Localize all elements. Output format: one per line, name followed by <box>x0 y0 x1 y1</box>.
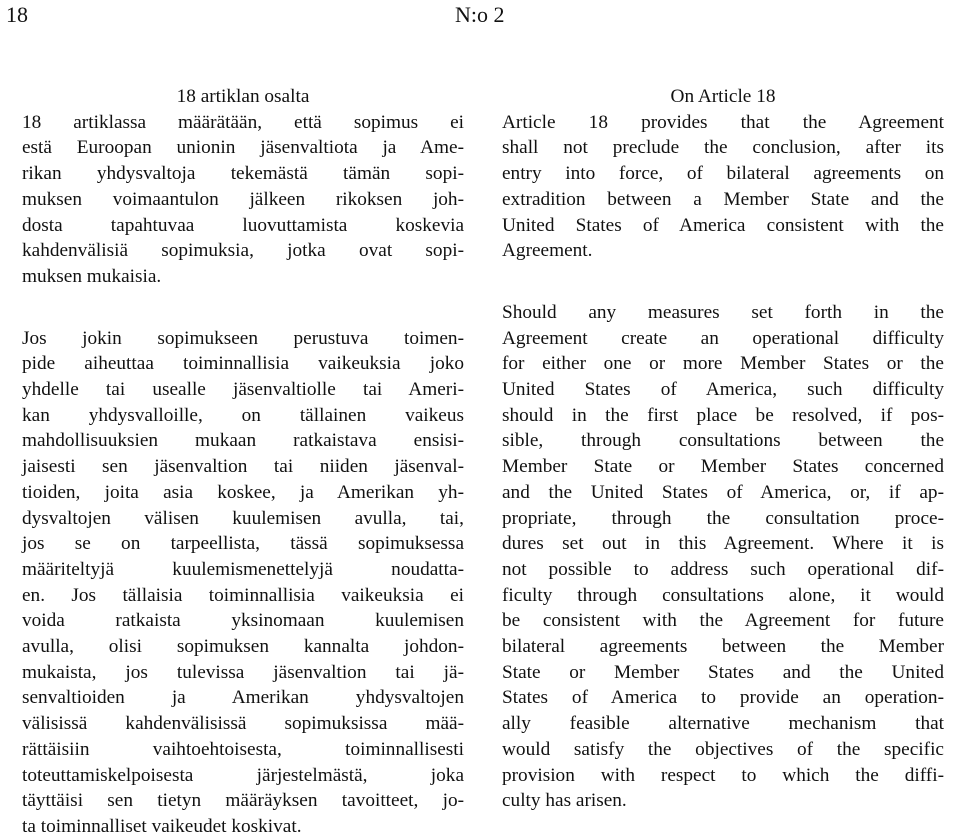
text-line: be consistent with the Agreement for future <box>502 610 944 632</box>
english-section-title: On Article 18 <box>670 86 776 107</box>
text-line: ficulty through consultations alone, it would <box>502 584 944 606</box>
text-line: avulla, olisi sopimuksen kannalta johdon- <box>22 636 464 658</box>
text-line: sible, through consultations between the <box>502 430 944 452</box>
text-line: dures set out in this Agreement. Where it is <box>502 533 944 555</box>
text-line: Agreement. <box>502 240 593 262</box>
page-number: 18 <box>6 2 28 27</box>
finnish-paragraph-1 <box>22 110 464 290</box>
text-line: mahdollisuuksien mukaan ratkaistava ensisi- <box>22 430 464 452</box>
text-line: States of America to provide an operation- <box>502 687 944 709</box>
issue-number: N:o 2 <box>455 2 505 27</box>
text-line: kan yhdysvalloille, on tällainen vaikeus <box>22 404 464 426</box>
text-line: dysvaltojen välisen kuulemisen avulla, tai, <box>22 507 464 529</box>
text-line: for either one or more Member States or the <box>502 353 944 375</box>
text-line: United States of America consistent with the <box>502 214 944 236</box>
text-line: mukaista, jos tulevissa jäsenvaltion tai jä- <box>22 661 464 683</box>
finnish-paragraph-2 <box>22 326 464 840</box>
text-line: välisissä kahdenvälisissä sopimuksissa mää- <box>22 713 464 735</box>
text-line: Article 18 provides that the Agreement <box>502 111 944 133</box>
text-line: toteuttamiskelpoisesta järjestelmästä, joka <box>22 764 464 786</box>
text-line: jaisesti sen jäsenvaltion tai niiden jäsenval- <box>22 456 464 478</box>
text-line: voida ratkaista yksinomaan kuulemisen <box>22 610 464 632</box>
text-line: Jos jokin sopimukseen perustuva toimen- <box>22 327 464 349</box>
text-line: rättäisiin vaihtoehtoisesta, toiminnallisesti <box>22 738 464 760</box>
text-line: Should any measures set forth in the <box>502 301 944 323</box>
text-line: shall not preclude the conclusion, after its <box>502 137 944 159</box>
text-line: entry into force, of bilateral agreements on <box>502 163 944 185</box>
text-line: United States of America, such difficulty <box>502 379 944 401</box>
english-paragraph-1 <box>502 110 944 264</box>
text-line: bilateral agreements between the Member <box>502 636 944 658</box>
finnish-column <box>22 84 464 840</box>
text-line: not possible to address such operational dif- <box>502 558 944 580</box>
text-line: estä Euroopan unionin jäsenvaltiota ja Ame- <box>22 137 464 159</box>
text-line: extradition between a Member State and the <box>502 188 944 210</box>
text-line: State or Member States and the United <box>502 661 944 683</box>
text-line: ally feasible alternative mechanism that <box>502 713 944 735</box>
text-line: yhdelle tai usealle jäsenvaltiolle tai Ameri- <box>22 379 464 401</box>
text-line: senvaltioiden ja Amerikan yhdysvaltojen <box>22 687 464 709</box>
text-line: jos se on tarpeellista, tässä sopimuksessa <box>22 533 464 555</box>
text-line: would satisfy the objectives of the specific <box>502 738 944 760</box>
text-line: Agreement create an operational difficulty <box>502 327 944 349</box>
text-line: dosta tapahtuvaa luovuttamista koskevia <box>22 214 464 236</box>
text-line: should in the first place be resolved, if pos- <box>502 404 944 426</box>
text-line: ta toiminnalliset vaikeudet koskivat. <box>22 815 302 837</box>
text-line: kahdenvälisiä sopimuksia, jotka ovat sopi- <box>22 240 464 262</box>
text-line: rikan yhdysvaltoja tekemästä tämän sopi- <box>22 163 464 185</box>
text-line: tioiden, joita asia koskee, ja Amerikan yh- <box>22 481 464 503</box>
text-line: täyttäisi sen tietyn määräyksen tavoitteet, jo- <box>22 790 464 812</box>
english-paragraph-2 <box>502 300 944 814</box>
text-line: provision with respect to which the diffi- <box>502 764 944 786</box>
text-line: 18 artiklassa määrätään, että sopimus ei <box>22 111 464 133</box>
text-line: pide aiheuttaa toiminnallisia vaikeuksia joko <box>22 353 464 375</box>
text-line: culty has arisen. <box>502 790 627 812</box>
text-line: määriteltyjä kuulemismenettelyjä noudatta- <box>22 558 464 580</box>
english-column <box>502 84 944 814</box>
text-line: muksen mukaisia. <box>22 265 162 287</box>
text-line: muksen voimaantulon jälkeen rikoksen joh- <box>22 188 464 210</box>
text-line: Member State or Member States concerned <box>502 456 944 478</box>
text-line: en. Jos tällaisia toiminnallisia vaikeuksia ei <box>22 584 464 606</box>
text-line: propriate, through the consultation proce- <box>502 507 944 529</box>
finnish-section-title: 18 artiklan osalta <box>176 86 310 107</box>
text-line: and the United States of America, or, if ap- <box>502 481 944 503</box>
